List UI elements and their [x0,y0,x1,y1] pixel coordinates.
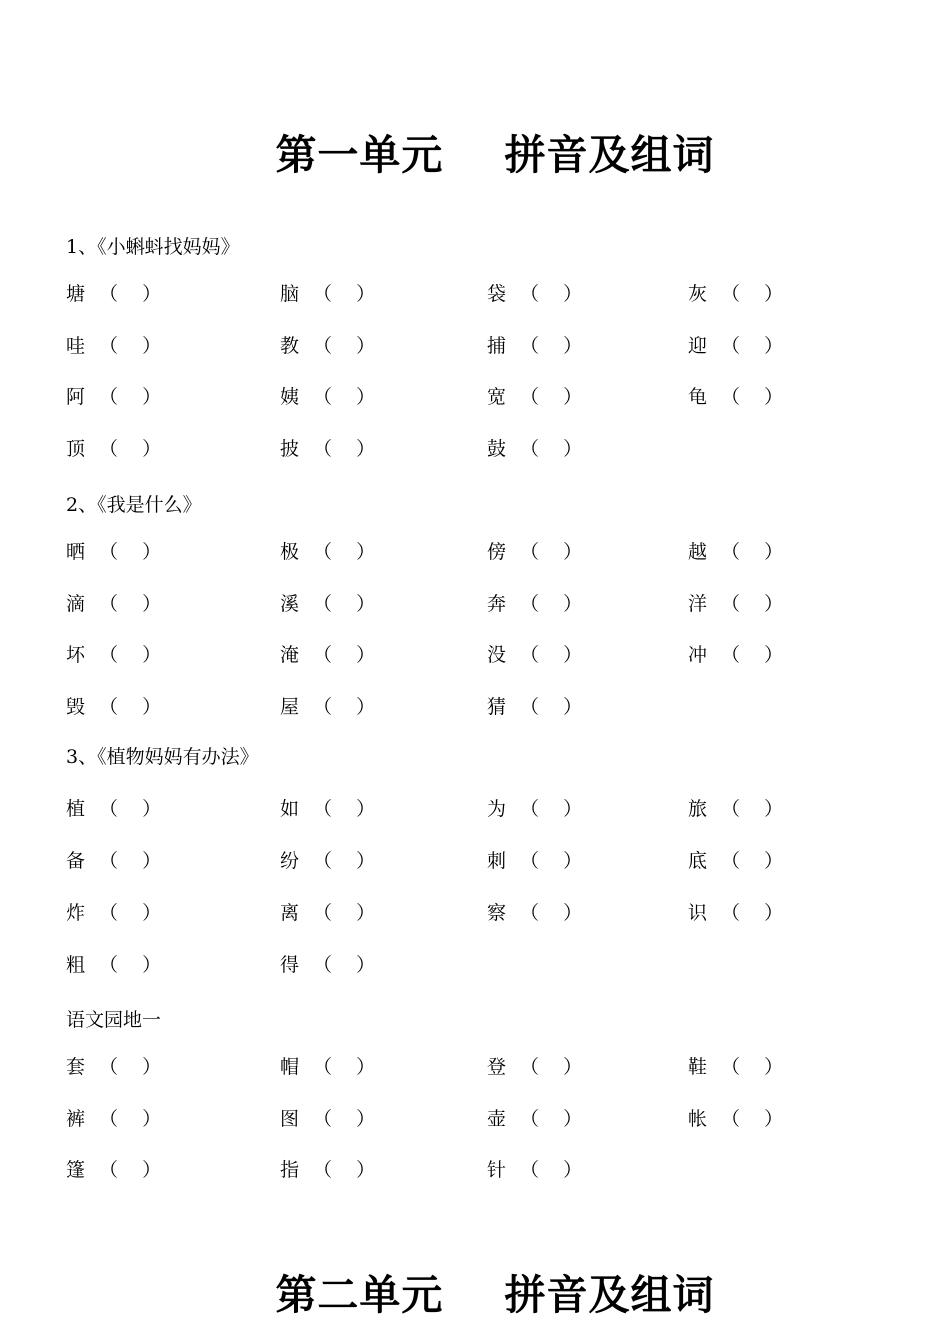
word-row [0,898,950,924]
answer-blank[interactable]: （ ） [99,541,166,563]
character: 袋 [487,283,507,305]
answer-blank[interactable]: （ ） [520,850,587,872]
answer-blank[interactable]: （ ） [721,798,788,820]
character: 奔 [487,593,507,615]
word-item [487,1052,586,1079]
character: 龟 [688,386,708,408]
answer-blank[interactable]: （ ） [99,438,166,460]
word-item [280,382,379,409]
character: 鞋 [688,1056,708,1078]
answer-blank[interactable]: （ ） [99,954,166,976]
character: 灰 [688,283,708,305]
word-item [688,589,787,616]
answer-blank[interactable]: （ ） [99,696,166,718]
character: 刺 [487,850,507,872]
answer-blank[interactable]: （ ） [99,335,166,357]
word-item [487,589,586,616]
character: 套 [66,1056,86,1078]
character: 姨 [280,386,300,408]
word-item [688,898,787,925]
character: 毁 [66,696,86,718]
word-item [688,846,787,873]
answer-blank[interactable]: （ ） [520,644,587,666]
word-item [487,692,586,719]
word-item [487,1104,586,1131]
word-item [280,692,379,719]
answer-blank[interactable]: （ ） [99,644,166,666]
answer-blank[interactable]: （ ） [313,644,380,666]
word-item [66,1052,165,1079]
answer-blank[interactable]: （ ） [721,593,788,615]
character: 篷 [66,1159,86,1181]
character: 植 [66,798,86,820]
word-item [66,692,165,719]
character: 冲 [688,644,708,666]
section-heading: 1、《小蝌蚪找妈妈》 [66,236,240,258]
word-item [487,537,586,564]
word-row [0,1052,950,1078]
answer-blank[interactable]: （ ） [520,386,587,408]
answer-blank[interactable]: （ ） [313,335,380,357]
answer-blank[interactable]: （ ） [99,386,166,408]
answer-blank[interactable]: （ ） [313,954,380,976]
answer-blank[interactable]: （ ） [313,593,380,615]
word-row [0,589,950,615]
word-item [688,382,787,409]
answer-blank[interactable]: （ ） [520,283,587,305]
word-item [487,794,586,821]
unit-1-title: 第一单元 拼音及组词 [275,131,715,179]
answer-blank[interactable]: （ ） [721,283,788,305]
character: 傍 [487,541,507,563]
word-item [280,950,379,977]
word-item [688,640,787,667]
answer-blank[interactable]: （ ） [99,902,166,924]
word-item [66,279,165,306]
word-row [0,331,950,357]
word-item [487,279,586,306]
word-row [0,692,950,718]
word-row [0,794,950,820]
word-row [0,382,950,408]
character: 塘 [66,283,86,305]
word-item [487,898,586,925]
character: 披 [280,438,300,460]
word-row [0,1104,950,1130]
word-item [688,794,787,821]
word-item [66,331,165,358]
answer-blank[interactable]: （ ） [721,644,788,666]
answer-blank[interactable]: （ ） [313,850,380,872]
word-item [280,1052,379,1079]
word-item [487,1155,586,1182]
character: 没 [487,644,507,666]
word-item [280,331,379,358]
character: 粗 [66,954,86,976]
word-item [66,1155,165,1182]
character: 猜 [487,696,507,718]
character: 壶 [487,1108,507,1130]
character: 教 [280,335,300,357]
word-row [0,537,950,563]
character: 洋 [688,593,708,615]
word-row [0,640,950,666]
answer-blank[interactable]: （ ） [721,335,788,357]
word-item [66,846,165,873]
character: 登 [487,1056,507,1078]
word-item [487,434,586,461]
character: 顶 [66,438,86,460]
answer-blank[interactable]: （ ） [520,696,587,718]
word-item [280,589,379,616]
answer-blank[interactable]: （ ） [520,1159,587,1181]
character: 滴 [66,593,86,615]
word-item [66,434,165,461]
answer-blank[interactable]: （ ） [721,850,788,872]
word-item [66,898,165,925]
answer-blank[interactable]: （ ） [520,438,587,460]
answer-blank[interactable]: （ ） [99,1159,166,1181]
word-item [280,434,379,461]
character: 越 [688,541,708,563]
word-item [688,1052,787,1079]
character: 帐 [688,1108,708,1130]
answer-blank[interactable]: （ ） [313,438,380,460]
word-item [487,331,586,358]
character: 晒 [66,541,86,563]
word-item [688,1104,787,1131]
word-item [280,846,379,873]
character: 指 [280,1159,300,1181]
character: 备 [66,850,86,872]
character: 为 [487,798,507,820]
character: 炸 [66,902,86,924]
character: 离 [280,902,300,924]
word-item [280,1155,379,1182]
unit-2-title: 第二单元 拼音及组词 [275,1271,715,1319]
character: 淹 [280,644,300,666]
answer-blank[interactable]: （ ） [99,798,166,820]
character: 宽 [487,386,507,408]
character: 溪 [280,593,300,615]
word-item [280,898,379,925]
answer-blank[interactable]: （ ） [520,541,587,563]
character: 哇 [66,335,86,357]
character: 察 [487,902,507,924]
character: 识 [688,902,708,924]
word-item [66,794,165,821]
character: 裤 [66,1108,86,1130]
word-item [487,640,586,667]
answer-blank[interactable]: （ ） [721,386,788,408]
answer-blank[interactable]: （ ） [520,335,587,357]
word-item [66,950,165,977]
answer-blank[interactable]: （ ） [520,1056,587,1078]
word-item [66,537,165,564]
character: 纷 [280,850,300,872]
section-heading: 语文园地一 [66,1009,162,1031]
answer-blank[interactable]: （ ） [313,541,380,563]
answer-blank[interactable]: （ ） [99,283,166,305]
answer-blank[interactable]: （ ） [313,1108,380,1130]
word-item [66,382,165,409]
word-item [688,537,787,564]
answer-blank[interactable]: （ ） [520,902,587,924]
word-item [66,640,165,667]
answer-blank[interactable]: （ ） [721,541,788,563]
answer-blank[interactable]: （ ） [99,593,166,615]
word-row [0,846,950,872]
character: 帽 [280,1056,300,1078]
character: 旅 [688,798,708,820]
answer-blank[interactable]: （ ） [721,1056,788,1078]
answer-blank[interactable]: （ ） [313,902,380,924]
section-heading: 2、《我是什么》 [66,494,202,516]
answer-blank[interactable]: （ ） [520,593,587,615]
word-item [280,794,379,821]
word-item [280,537,379,564]
answer-blank[interactable]: （ ） [313,696,380,718]
answer-blank[interactable]: （ ） [99,850,166,872]
answer-blank[interactable]: （ ） [313,1056,380,1078]
word-item [487,846,586,873]
section-heading: 3、《植物妈妈有办法》 [66,746,259,768]
character: 底 [688,850,708,872]
word-item [280,279,379,306]
word-row [0,950,950,976]
answer-blank[interactable]: （ ） [520,1108,587,1130]
character: 图 [280,1108,300,1130]
character: 捕 [487,335,507,357]
character: 极 [280,541,300,563]
character: 屋 [280,696,300,718]
word-item [487,382,586,409]
answer-blank[interactable]: （ ） [520,798,587,820]
answer-blank[interactable]: （ ） [721,1108,788,1130]
character: 鼓 [487,438,507,460]
character: 针 [487,1159,507,1181]
answer-blank[interactable]: （ ） [721,902,788,924]
answer-blank[interactable]: （ ） [313,386,380,408]
answer-blank[interactable]: （ ） [313,283,380,305]
answer-blank[interactable]: （ ） [99,1056,166,1078]
character: 得 [280,954,300,976]
word-item [66,589,165,616]
word-item [280,640,379,667]
answer-blank[interactable]: （ ） [313,1159,380,1181]
word-row [0,279,950,305]
word-row [0,434,950,460]
character: 如 [280,798,300,820]
character: 阿 [66,386,86,408]
word-item [688,279,787,306]
answer-blank[interactable]: （ ） [313,798,380,820]
character: 坏 [66,644,86,666]
answer-blank[interactable]: （ ） [99,1108,166,1130]
word-item [66,1104,165,1131]
word-item [688,331,787,358]
character: 脑 [280,283,300,305]
character: 迎 [688,335,708,357]
word-row [0,1155,950,1181]
word-item [280,1104,379,1131]
